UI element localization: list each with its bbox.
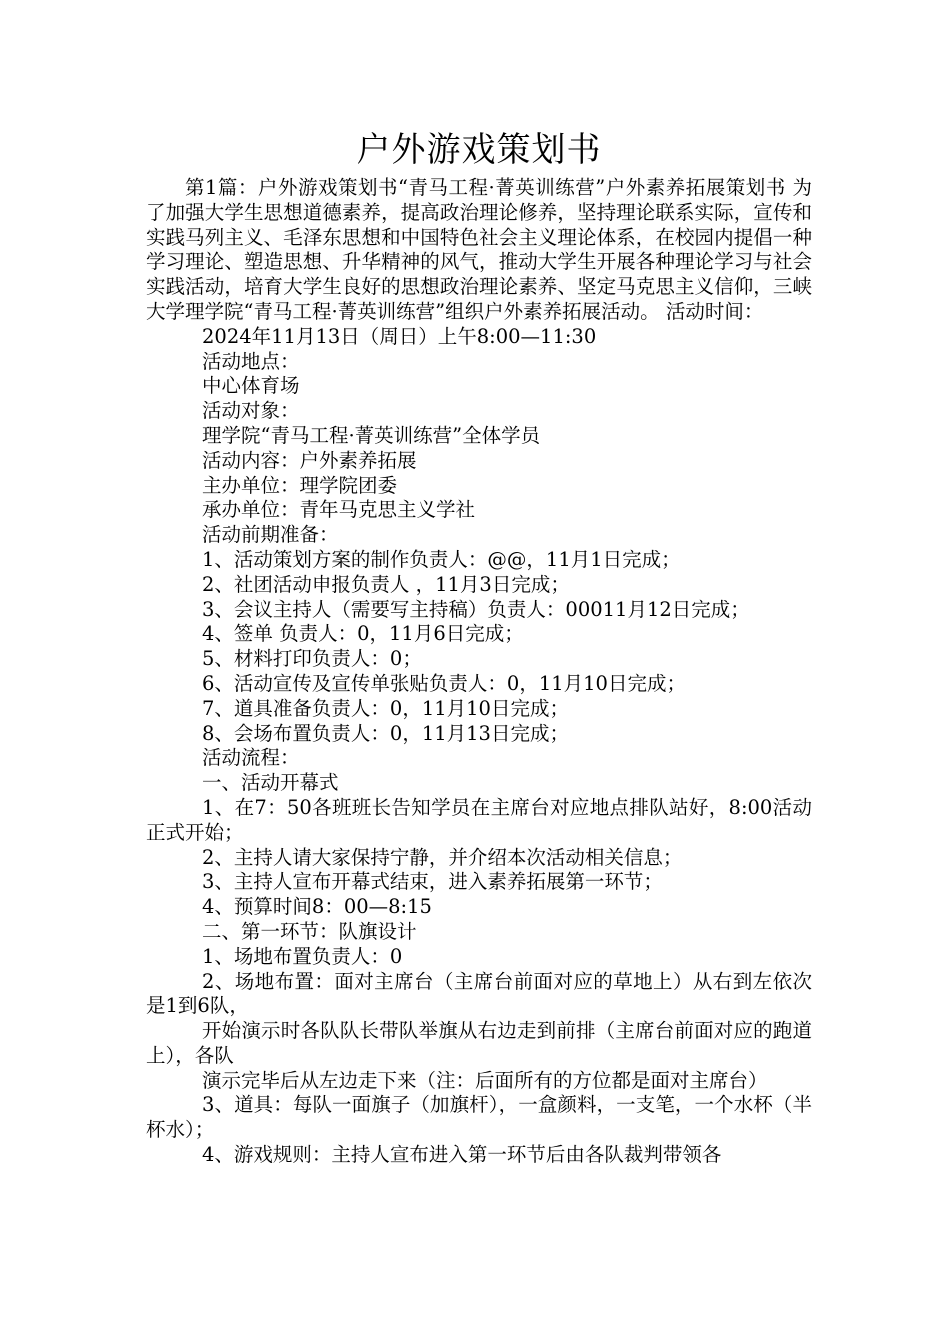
step-paragraph: 2、场地布置：面对主席台（主席台前面对应的草地上）从右到左依次是1到6队， xyxy=(146,969,812,1018)
text-line: 一、活动开幕式 xyxy=(202,771,339,795)
text-line: 8、会场布置负责人：0，11月13日完成； xyxy=(202,721,569,745)
text-line: 3、会议主持人（需要写主持稿）负责人：00011月12日完成； xyxy=(202,597,750,621)
text-line: 4、预算时间8：00—8:15 xyxy=(202,895,432,919)
text-line: 活动前期准备： xyxy=(202,523,339,547)
step-paragraph: 演示完毕后从左边走下来（注：后面所有的方位都是面对主席台） xyxy=(202,1068,768,1092)
text-line: 承办单位：青年马克思主义学社 xyxy=(202,498,476,522)
text-line: 4、签单 负责人：0，11月6日完成； xyxy=(202,622,524,646)
step-paragraph: 1、在7：50各班班长告知学员在主席台对应地点排队站好，8:00活动正式开始； xyxy=(146,795,812,844)
text-line: 活动地点： xyxy=(202,349,300,373)
text-line: 7、道具准备负责人：0，11月10日完成； xyxy=(202,696,569,720)
step-paragraph: 3、道具：每队一面旗子（加旗杆），一盒颜料，一支笔，一个水杯（半杯水）； xyxy=(146,1093,812,1142)
text-line: 5、材料打印负责人：0； xyxy=(202,647,422,671)
text-line: 主办单位：理学院团委 xyxy=(202,473,398,497)
text-line: 6、活动宣传及宣传单张贴负责人：0，11月10日完成； xyxy=(202,671,686,695)
text-line: 理学院“青马工程·菁英训练营”全体学员 xyxy=(202,423,541,447)
step-paragraph: 开始演示时各队队长带队举旗从右边走到前排（主席台前面对应的跑道上），各队 xyxy=(146,1019,812,1067)
text-line: 1、活动策划方案的制作负责人：@@，11月1日完成； xyxy=(202,547,681,571)
document-page xyxy=(146,124,812,1168)
text-line: 活动内容：户外素养拓展 xyxy=(202,448,417,472)
text-line: 2024年11月13日（周日）上午8:00—11:30 xyxy=(202,324,597,348)
page-title: 户外游戏策划书 xyxy=(356,130,602,170)
text-line: 活动流程： xyxy=(202,746,300,770)
text-line: 2、社团活动申报负责人 ，11月3日完成； xyxy=(202,572,570,596)
intro-paragraph: 第1篇：户外游戏策划书“青马工程·菁英训练营”户外素养拓展策划书 为了加强大学生思想道德素养，提高政治理论修养，坚持理论联系实际，宣传和实践马列主义、毛泽东思想和中国特色社会主义理论体系，在校园内提倡一种学习理论、塑造思想、升华精神的风气，推动大学生开展各种理论学习与社会实践活动，培育大学生良好的思想政治理论素养、坚定马克思主义信仰，三峡大学理学院“青马工程·菁英训练营”组织户外素养拓展活动。 活动时间： xyxy=(146,176,812,323)
text-line: 活动对象： xyxy=(202,399,300,423)
text-line: 中心体育场 xyxy=(202,374,300,398)
text-line: 2、主持人请大家保持宁静，并介绍本次活动相关信息； xyxy=(202,845,683,869)
text-line: 1、场地布置负责人：0 xyxy=(202,944,403,968)
text-line: 3、主持人宣布开幕式结束，进入素养拓展第一环节； xyxy=(202,870,663,894)
text-line: 二、第一环节：队旗设计 xyxy=(202,919,417,943)
step-paragraph: 4、游戏规则：主持人宣布进入第一环节后由各队裁判带领各 xyxy=(202,1143,722,1167)
